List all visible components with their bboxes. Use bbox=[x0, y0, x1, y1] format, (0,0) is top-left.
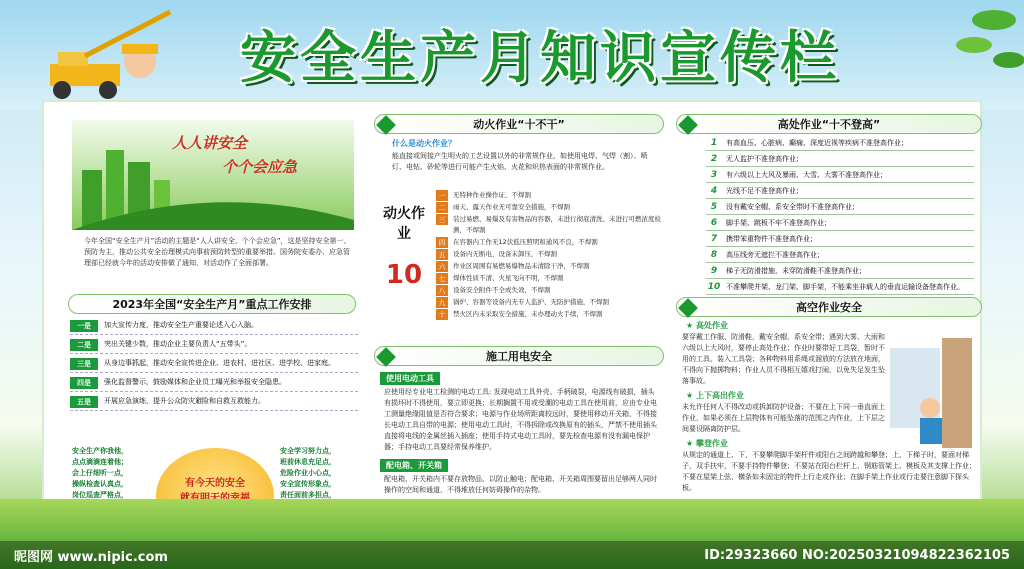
rule-number: 十 bbox=[436, 309, 448, 320]
rule-text: 无人监护不准登高作业； bbox=[726, 155, 803, 163]
list-item bbox=[436, 214, 662, 236]
high-work-header bbox=[676, 114, 982, 134]
rule-text: 有高血压、心脏病、癫痫、深度近视等疾病不准登高作业； bbox=[726, 139, 908, 147]
item-key: 一是 bbox=[70, 320, 98, 332]
left-column bbox=[44, 102, 366, 544]
list-item bbox=[436, 261, 662, 272]
hero-banner bbox=[72, 120, 354, 230]
item-key: 三是 bbox=[70, 358, 98, 370]
item-text: 加大宣传力度，推动安全生产重要论述入心入脑。 bbox=[104, 321, 258, 329]
list-item bbox=[436, 190, 662, 201]
list-item bbox=[436, 297, 662, 308]
slogan-line: 操纵检查认真点， bbox=[72, 480, 128, 488]
rule-text: 不准攀爬井架、龙门架、脚手架，不能乘坐非载人的垂直运输设备登高作业。 bbox=[726, 283, 964, 291]
list-item bbox=[706, 185, 974, 199]
slogan-line: 危险作业小心点， bbox=[280, 469, 336, 477]
high-work-title: 高处作业“十不登高” bbox=[777, 118, 881, 131]
list-item bbox=[706, 265, 974, 279]
section-head-text: 高处作业 bbox=[695, 321, 728, 330]
item-text: 强化监督警示，鼓励媒体和企业员工曝光和举报安全隐患。 bbox=[104, 378, 286, 386]
section-text: 从规定的通道上、下，不要攀爬脚手架杆件或阳台之间跨越和攀登；上、下梯子时，要面对梯子，双手扶牢，不要手持物件攀登；不要站在阳台栏杆上、钢筋管架上、模板及其支撑上作业；不要在屋架上弦、横条如未固定的物件上行走或作业；在脚手架上作业或行走要注意脚下探头板。 bbox=[682, 451, 976, 492]
list-item bbox=[70, 377, 358, 392]
slogan-line: 责任面前多担点， bbox=[280, 491, 336, 499]
worker-climbing-illustration bbox=[890, 338, 976, 448]
rule-number: 10 bbox=[707, 282, 721, 292]
rule-number: 4 bbox=[710, 186, 718, 196]
slogan-line: 岗位巡查严格点， bbox=[72, 491, 128, 499]
rule-number: 8 bbox=[710, 250, 718, 260]
electric-section bbox=[374, 346, 664, 496]
rule-number: 六 bbox=[436, 261, 448, 272]
watermark-bar bbox=[0, 541, 1024, 569]
hero-slogan-2: 个个会应急 bbox=[222, 158, 298, 176]
rule-text: 在容器内工作无12伏低压照明和通风不良，不焊割 bbox=[453, 238, 598, 246]
page-title: 安全生产月知识宣传栏 bbox=[240, 26, 840, 91]
slogan-line: 安全宣传形象点， bbox=[280, 480, 336, 488]
rule-text: 光线不足不准登高作业； bbox=[726, 187, 803, 195]
rule-text: 焊体性质不清、火星飞向不明，不焊割 bbox=[453, 274, 564, 282]
rule-text: 装过易燃、易爆及有害物品的容器，未进行彻底清洗、未进行可燃浓度检测，不焊割 bbox=[453, 215, 661, 234]
intro-text: 今年全国“安全生产月”活动的主题是“人人讲安全、个个会应急”，这是坚持安全第一、预防为主，推动公共安全治理模式向事前预防转型的重要举措。国务院安委办、应急管理部已经就今年的活动安排做了通知，对活动作了全面部署。 bbox=[84, 237, 351, 267]
rule-text: 锅炉、容器等设备内无专人监护、无防护措施，不焊割 bbox=[453, 298, 609, 306]
section-head: ★ 攀登作业 bbox=[686, 439, 728, 448]
rule-text: 携带笨重物件不准登高作业； bbox=[726, 235, 817, 243]
section-head-text: 上下高出作业 bbox=[695, 391, 744, 400]
rule-text: 脚手架、跳板不牢不准登高作业； bbox=[726, 219, 831, 227]
rule-number: 一 bbox=[436, 190, 448, 201]
list-item bbox=[70, 358, 358, 373]
fire-big-label: 动火作业 bbox=[383, 206, 425, 242]
safe-work-header bbox=[676, 297, 982, 317]
safe-work-title: 高空作业安全 bbox=[796, 301, 862, 314]
rule-number: 九 bbox=[436, 297, 448, 308]
list-item bbox=[706, 233, 974, 247]
slogan-line: 班前休息充足点， bbox=[280, 458, 336, 466]
watermark-left: 昵图网 www.nipic.com bbox=[14, 549, 168, 565]
fire-ten-label: 10 bbox=[385, 260, 423, 290]
section-head: ★ 高处作业 bbox=[686, 321, 728, 330]
rule-text: 有六级以上大风及暴雨、大雪、大雾不准登高作业； bbox=[726, 171, 887, 179]
item-text: 突出关键少数，推动企业主要负责人“五带头”。 bbox=[104, 340, 252, 348]
list-item bbox=[436, 273, 662, 284]
list-item bbox=[436, 237, 662, 248]
list-item bbox=[706, 201, 974, 215]
list-item bbox=[436, 249, 662, 260]
electric-subheader-1: 使用电动工具 bbox=[380, 372, 440, 385]
rule-number: 5 bbox=[710, 202, 718, 212]
right-column bbox=[676, 102, 982, 544]
fire-rules-list bbox=[436, 190, 662, 321]
board-panel bbox=[42, 100, 982, 546]
list-item bbox=[706, 137, 974, 151]
fire-work-header bbox=[374, 114, 664, 134]
badge-line-1: 有今天的安全 bbox=[185, 478, 245, 489]
item-text: 开展应急演练，提升公众防灾避险和自救互救能力。 bbox=[104, 397, 265, 405]
leaves-decoration bbox=[904, 0, 1024, 110]
work-list bbox=[70, 320, 358, 415]
work-plan-header bbox=[68, 294, 356, 314]
middle-column bbox=[374, 102, 664, 544]
rule-number: 9 bbox=[710, 266, 718, 276]
construction-illustration bbox=[30, 4, 190, 104]
list-item bbox=[706, 169, 974, 183]
section-text: 未允许任何人不得改动或拆卸防护设备；不要在上下同一垂直面上作业，如果必须在上层物体有可能坠落的范围之内作业，上下层之间要设隔离防护层。 bbox=[682, 403, 885, 433]
slogan-line: 点点滴滴连着他； bbox=[72, 458, 128, 466]
rule-text: 设备安全附件不全或失效，不焊割 bbox=[453, 286, 551, 294]
rule-text: 无特种作业操作证，不焊割 bbox=[453, 191, 531, 199]
list-item bbox=[706, 249, 974, 263]
item-text: 从身边事抓起，推动安全宣传进企业、进农村、进社区、进学校、进家庭。 bbox=[104, 359, 335, 367]
electric-header bbox=[374, 346, 664, 366]
rule-text: 雨天、露天作业无可靠安全措施，不焊割 bbox=[453, 203, 570, 211]
rule-number: 2 bbox=[710, 154, 718, 164]
high-rules-list bbox=[676, 134, 982, 295]
electric-subheader-2: 配电箱、开关箱 bbox=[380, 459, 448, 472]
list-item bbox=[70, 320, 358, 335]
item-key: 五是 bbox=[70, 396, 98, 408]
rule-text: 没有戴安全帽、系安全带时不准登高作业； bbox=[726, 203, 859, 211]
list-item bbox=[436, 202, 662, 213]
rule-text: 设备内无断电，设备未卸压，不焊割 bbox=[453, 250, 557, 258]
watermark-right: ID:29323660 NO:20250321094822362105 bbox=[704, 547, 1010, 563]
fire-work-title: 动火作业“十不干” bbox=[473, 118, 565, 131]
rule-text: 作业区周围有易燃易爆物品未清除干净，不焊割 bbox=[453, 262, 590, 270]
diamond-icon bbox=[376, 115, 396, 135]
rule-number: 三 bbox=[436, 214, 448, 225]
item-key: 二是 bbox=[70, 339, 98, 351]
item-key: 四是 bbox=[70, 377, 98, 389]
section-head: ★ 上下高出作业 bbox=[686, 391, 744, 400]
rule-number: 二 bbox=[436, 202, 448, 213]
electric-text-2: 配电箱、开关箱内不要存放物品，以防止触电；配电箱、开关箱周围要留出足够两人同时操作的空间和通道，不得堆放任何妨碍操作的杂物。 bbox=[384, 475, 657, 494]
rule-number: 3 bbox=[710, 170, 718, 180]
section-head-text: 攀登作业 bbox=[695, 439, 728, 448]
rule-number: 七 bbox=[436, 273, 448, 284]
rule-number: 四 bbox=[436, 237, 448, 248]
hero-slogan-1: 人人讲安全 bbox=[172, 134, 248, 152]
section-text: 要穿戴工作服、防滑鞋，戴安全帽、系安全带；遇到大雾、大雨和六级以上大风时，要停止高处作业；作业时要带好工具袋，暂时不用的工具，装入工具袋；各种物料用系绳或溜放的方法放在地面，不得向下抛掷物料；作业人员不得相互嬉戏打闹，以免失足发生坠落事故。 bbox=[682, 333, 885, 385]
list-item bbox=[706, 153, 974, 167]
list-item bbox=[436, 285, 662, 296]
rule-text: 梯子无防滑措施、未穿防滑鞋不准登高作业； bbox=[726, 267, 866, 275]
rule-number: 八 bbox=[436, 285, 448, 296]
rule-number: 1 bbox=[710, 138, 718, 148]
rule-text: 高压线旁无遮拦不准登高作业； bbox=[726, 251, 824, 259]
fire-question: 什么是动火作业？ bbox=[392, 139, 456, 148]
diamond-icon bbox=[678, 115, 698, 135]
rule-number: 五 bbox=[436, 249, 448, 260]
rule-text: 禁火区内未采取安全措施、未办理动火手续，不焊割 bbox=[453, 310, 603, 318]
slogan-line: 会上仔细听一点， bbox=[72, 469, 128, 477]
diamond-icon bbox=[376, 347, 396, 367]
rule-number: 6 bbox=[710, 218, 718, 228]
diamond-icon bbox=[678, 298, 698, 318]
fire-definition: 能直接或间接产生明火的工艺设置以外的非常规作业，如使用电焊、气焊（割）、喷灯、电钻、砂轮等进行可能产生火焰、火花和炽热表面的非常规作业。 bbox=[392, 152, 648, 171]
list-item bbox=[706, 281, 974, 295]
list-item bbox=[706, 217, 974, 231]
work-plan-title: 2023年全国“安全生产月”重点工作安排 bbox=[112, 298, 312, 311]
slogan-line: 安全学习努力点， bbox=[280, 447, 336, 455]
list-item bbox=[70, 339, 358, 354]
rule-number: 7 bbox=[710, 234, 718, 244]
slogan-line: 安全生产你我他， bbox=[72, 447, 128, 455]
electric-title: 施工用电安全 bbox=[486, 350, 552, 363]
list-item bbox=[436, 309, 662, 320]
electric-text-1: 应使用经专业电工检测的电动工具: 发现电动工具外壳、手柄破裂，电源线有破损，插头有损坏时不得使用，要立即更换；长期搁置不用或受潮的电动工具在使用前，应由专业电工测量绝缘阻值是否符合要求；电源与作业场所距离较远时，要使用移动开关箱，不得接长电动工具自带的电源；使用电动工具时，不得拆除或改换原有的插头，严禁不使用插头直接将电线的金属丝插入插座；使用手持式电动工具时，要先检查电源有没有漏电保护器；手持电动工具要经常保养维护。 bbox=[384, 388, 657, 451]
list-item bbox=[70, 396, 358, 411]
